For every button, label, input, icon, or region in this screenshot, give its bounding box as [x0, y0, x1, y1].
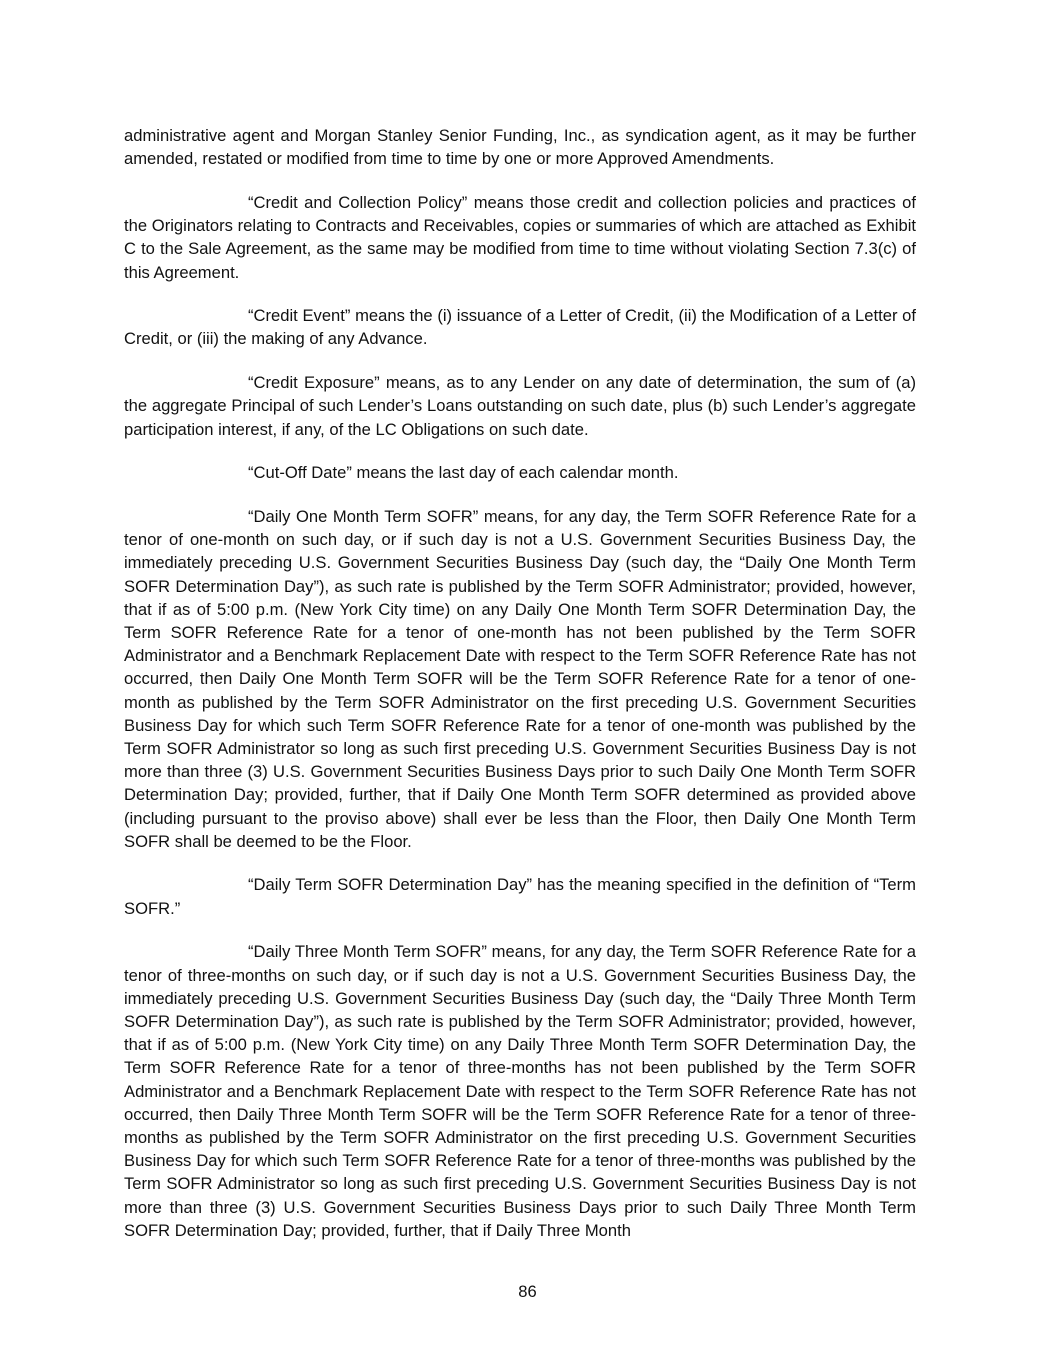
definition-daily-one-month-term-sofr: “Daily One Month Term SOFR” means, for any day, the Term SOFR Reference Rate for a tenor of one-month on such day, or if such day is not a U.S. Government Securities Business Day, the immediately preceding U.S. Government Securities Business Day (such day, the “Daily One Month Term SOFR Determination Day”), as such rate is published by the Term SOFR Administrator; provided, however, that if as of 5:00 p.m. (New York City time) on any Daily One Month Term SOFR Determination Day, the Term SOFR Reference Rate for a tenor of one-month has not been published by the Term SOFR Administrator and a Benchmark Replacement Date with respect to the Term SOFR Reference Rate has not occurred, then Daily One Month Term SOFR will be the Term SOFR Reference Rate for a tenor of one-month as published by the Term SOFR Administrator on the first preceding U.S. Government Securities Business Day for which such Term SOFR Reference Rate for a tenor of one-month was published by the Term SOFR Administrator so long as such first preceding U.S. Government Securities Business Day is not more than three (3) U.S. Government Securities Business Days prior to such Daily One Month Term SOFR Determination Day; provided, further, that if Daily One Month Term SOFR determined as provided above (including pursuant to the proviso above) shall ever be less than the Floor, then Daily One Month Term SOFR shall be deemed to be the Floor. [124, 506, 916, 851]
definition-cut-off-date: “Cut-Off Date” means the last day of each calendar month. [248, 463, 679, 483]
page-number: 86 [518, 1282, 537, 1301]
paragraph-continuation: administrative agent and Morgan Stanley Senior Funding, Inc., as syndication agent, as it may be further amended, restated or modified from time to time by one or more Approved Amendments. [124, 126, 916, 169]
definition-credit-and-collection-policy: “Credit and Collection Policy” means those credit and collection policies and practices of the Originators relating to Contracts and Receivables, copies or summaries of which are attached as Exhibit C to the Sale Agreement, as the same may be modified from time to time without violating Section 7.3(c) of this Agreement. [124, 192, 916, 282]
definition-credit-event: “Credit Event” means the (i) issuance of a Letter of Credit, (ii) the Modification of a Letter of Credit, or (iii) the making of any Advance. [124, 306, 916, 349]
document-body [124, 124, 916, 1263]
definition-daily-three-month-term-sofr: “Daily Three Month Term SOFR” means, for any day, the Term SOFR Reference Rate for a tenor of three-months on such day, or if such day is not a U.S. Government Securities Business Day, the immediately preceding U.S. Government Securities Business Day (such day, the “Daily Three Month Term SOFR Determination Day”), as such rate is published by the Term SOFR Administrator; provided, however, that if as of 5:00 p.m. (New York City time) on any Daily Three Month Term SOFR Determination Day, the Term SOFR Reference Rate for a tenor of three-months has not been published by the Term SOFR Administrator and a Benchmark Replacement Date with respect to the Term SOFR Reference Rate has not occurred, then Daily Three Month Term SOFR will be the Term SOFR Reference Rate for a tenor of three-months as published by the Term SOFR Administrator on the first preceding U.S. Government Securities Business Day for which such Term SOFR Reference Rate for a tenor of three-months was published by the Term SOFR Administrator so long as such first preceding U.S. Government Securities Business Day is not more than three (3) U.S. Government Securities Business Days prior to such Daily Three Month Term SOFR Determination Day; provided, further, that if Daily Three Month [124, 942, 916, 1240]
definition-credit-exposure: “Credit Exposure” means, as to any Lender on any date of determination, the sum of (a) the aggregate Principal of such Lender’s Loans outstanding on such date, plus (b) such Lender’s aggregate participation interest, if any, of the LC Obligations on such date. [124, 373, 916, 439]
definition-daily-term-sofr-determination-day: “Daily Term SOFR Determination Day” has the meaning specified in the definition of “Term SOFR.” [124, 875, 916, 918]
